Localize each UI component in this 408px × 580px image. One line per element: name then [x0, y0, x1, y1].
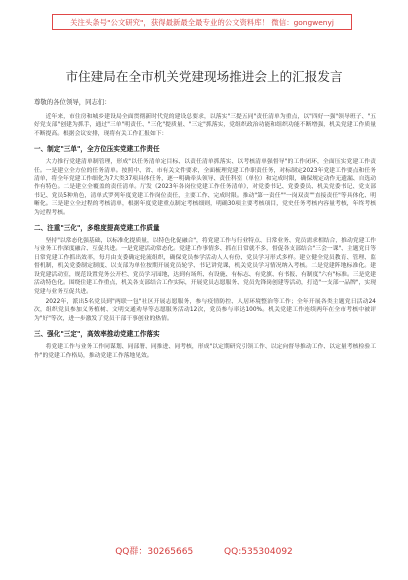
section-2-paragraph-2: 2022年，派出5名党员到"两联一包"社区开展志愿服务，参与疫情防控、人居环境整治等工作；全年开展各类主题党日活动24次，组织党员参加义务植树、文明交通劝导等志愿服务活动12次，党员参与率达100%。机关党建工作连续两年在全市考核中被评为"好"等次，进一步激发了党员干部干事创业的热情。	[34, 298, 376, 322]
section-heading-2: 二、注重"三化"，多维度提高党建工作质量	[34, 224, 160, 233]
qq-number: QQ:535304092	[224, 547, 293, 557]
section-heading-1: 一、制定"三单"，全方位压实党建工作责任	[34, 145, 160, 154]
section-heading-3: 三、强化"三定"，高效率推动党建工作落实	[34, 330, 160, 339]
salutation: 尊敬的各位领导，同志们：	[34, 98, 111, 106]
intro-paragraph: 近年来，市住房和城乡建设局全面贯彻新时代党的建设总要求，以落实"三提五同"责任清单为重点，以"四好一强"领导班子、"五好党支部"创建为抓手，通过"三单"明责任、"三化"提质量、"三定"抓落实，党组织政治功能和组织功能不断增强，机关党建工作质量不断提高。根据会议安排，现将有关工作汇报如下：	[34, 114, 376, 137]
qq-group-number: QQ群：30265665	[115, 547, 194, 557]
section-2-paragraph-1: 坚持"以常态化强基础，以标准化提质量，以特色化促融合"，将党建工作与行业特点、日常业务、党员需求相结合，推动党建工作与业务工作深度融合、互促共进。一是党建活动常态化。党建工作事情多、抓在日常就不多，督促各支部结合"三会一课"、主题党日等日常党建工作抓出效率，每月由支委确定轮流组织，确保党员参学活动人人有份、党员学习形式多样。建立健全党员教育、管理、监督机制，机关党委制定制度、以支部为单位按期开展党员轮学、书记讲党课，机关党员学习情况纳入考核。二是党建阵地标准化。建设党建活动室，规范设置党务公开栏、党员学习园地，达到有场所、有设施、有标志、有党旗、有书报、有制度"六有"标准。三是党建活动特色化。围绕住建工作重点，机关各支部结合工作实际，开展党员志愿服务、党员先锋岗创建等活动，打造"一支部一品牌"，实现党建与业务互促共进。	[34, 238, 376, 295]
promo-banner: 关注头条号"公文研究"，获得最新最全最专业的公文资料库！ 微信：gongwenyj	[52, 14, 352, 30]
section-1-paragraph: 大力推行党建清单制管理，形成"以任务清单定目标、以责任清单抓落实、以考核清单强督导"的工作闭环，全面压实党建工作责任。一是建立全方位的任务清单。按照中、省、市有关文件要求，全面梳理党建工作职责任务，对标制定2023年党建工作要点和任务清单，将全年党建工作细化为7大类37项具体任务，逐一明确牵头领导、责任科室（单位）和完成时限，确保规定动作无遗漏、自选动作有特色。二是建立全覆盖的责任清单。厅发《2023年各岗位党建工作任务清单》，对党委书记、党委委员、机关党委书记、党支部书记、党员5种角色，清单式罗列年度党建工作岗位责任，主要工作、完成时限。推动"第一责任""一岗双责""直接责任"等具体化、明晰化。三是建立全过程的考核清单，根据年度党建重点制定考核细则，明确30项主要考核项目，党史任务考核内容量考核，年终考核为过程考核。	[34, 159, 376, 216]
document-title: 市住建局在全市机关党建现场推进会上的汇报发言	[65, 69, 343, 84]
section-3-paragraph: 将党建工作与业务工作同谋划、同部署、同推进、同考核，形成"以定期研究引领工作、以定向督导推动工作、以定量考核检验工作"的党建工作格局，推动党建工作落地见效。	[34, 344, 376, 359]
document-body	[34, 98, 376, 362]
contact-footer	[0, 544, 408, 557]
